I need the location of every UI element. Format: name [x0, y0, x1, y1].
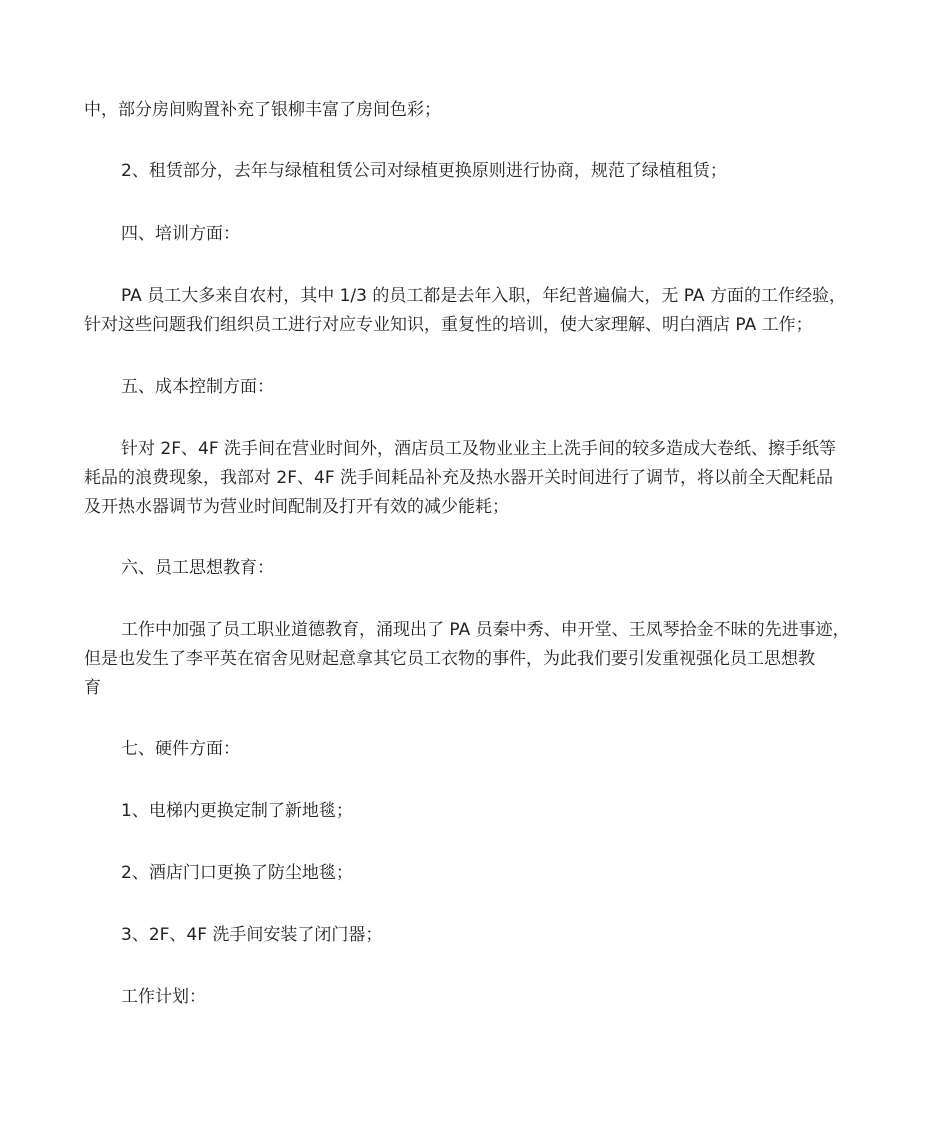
section-heading-cost-control: 五、成本控制方面：: [121, 377, 274, 397]
education-paragraph-line-2: 但是也发生了李平英在宿舍见财起意拿其它员工衣物的事件，为此我们要引发重视强化员工思想教: [84, 649, 815, 669]
paragraph-continuation: 中，部分房间购置补充了银柳丰富了房间色彩；: [84, 100, 441, 120]
education-paragraph-line-3: 育: [84, 678, 101, 698]
section-heading-staff-education: 六、员工思想教育：: [121, 558, 274, 578]
education-paragraph-line-1: 工作中加强了员工职业道德教育，涌现出了 PA 员秦中秀、申开堂、王凤琴拾金不昧的先进事迹，: [121, 620, 850, 640]
section-heading-hardware: 七、硬件方面：: [121, 739, 240, 759]
hardware-item-2: 2、酒店门口更换了防尘地毯；: [121, 863, 353, 883]
training-paragraph-line-2: 针对这些问题我们组织员工进行对应专业知识，重复性的培训，使大家理解、明白酒店 PA 工作；: [84, 315, 813, 335]
hardware-item-1: 1、电梯内更换定制了新地毯；: [121, 801, 353, 821]
section-heading-training: 四、培训方面：: [121, 224, 240, 244]
hardware-item-3: 3、2F、4F 洗手间安装了闭门器；: [121, 925, 383, 945]
section-heading-work-plan: 工作计划：: [121, 987, 206, 1007]
training-paragraph-line-1: PA 员工大多来自农村，其中 1/3 的员工都是去年入职，年纪普遍偏大，无 PA 方面的工作经验，: [121, 286, 846, 306]
cost-paragraph-line-1: 针对 2F、4F 洗手间在营业时间外，酒店员工及物业业主上洗手间的较多造成大卷纸、擦手纸等: [121, 439, 836, 459]
cost-paragraph-line-3: 及开热水器调节为营业时间配制及打开有效的减少能耗；: [84, 497, 509, 517]
rental-item: 2、租赁部分，去年与绿植租赁公司对绿植更换原则进行协商，规范了绿植租赁；: [121, 161, 727, 181]
cost-paragraph-line-2: 耗品的浪费现象，我部对 2F、4F 洗手间耗品补充及热水器开关时间进行了调节，将以前全天配耗品: [84, 468, 833, 488]
